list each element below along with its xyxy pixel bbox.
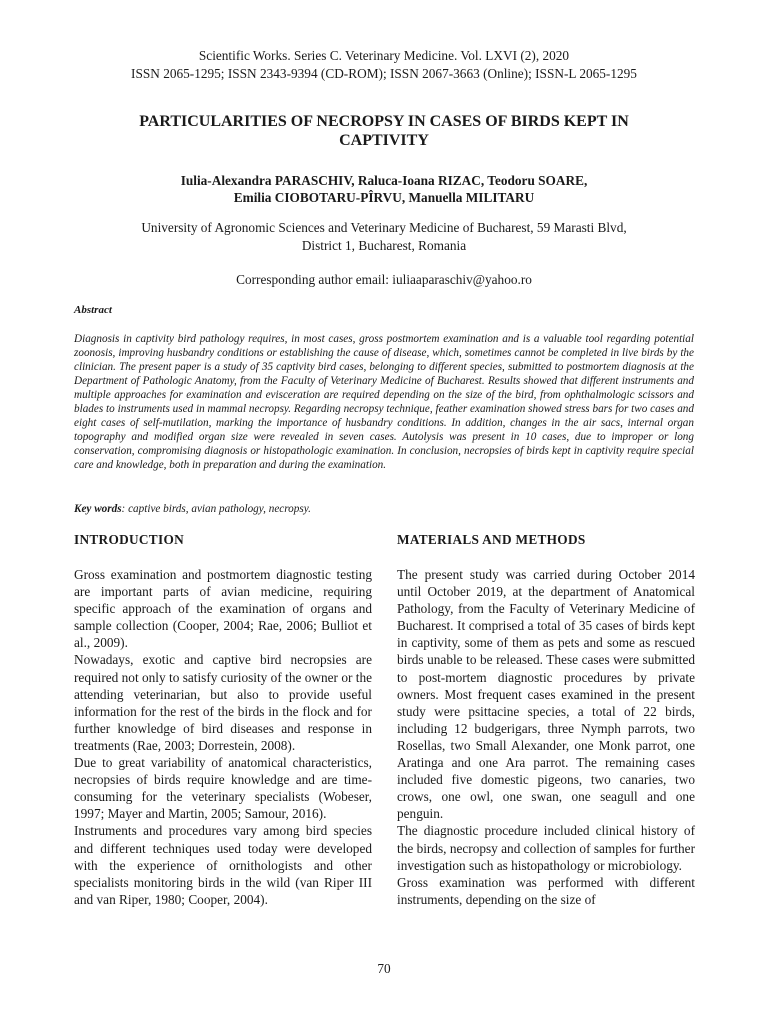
author-list [90,172,678,206]
paper-title [90,112,678,150]
affiliation [80,219,688,255]
introduction-heading: INTRODUCTION [74,532,184,547]
authors-line-2: Emilia CIOBOTARU-PÎRVU, Manuella MILITARU [233,190,535,205]
keywords [74,502,694,516]
methods-paragraph: Gross examination was performed with different instruments, depending on the size of [397,874,695,907]
methods-column [397,566,695,908]
journal-line: Scientific Works. Series C. Veterinary Medicine. Vol. LXVI (2), 2020 [198,48,570,63]
corresponding-email: Corresponding author email: iuliaaparaschiv@yahoo.ro [236,272,532,287]
keywords-text: : captive birds, avian pathology, necropsy. [121,503,311,515]
methods-heading: MATERIALS AND METHODS [397,532,586,547]
intro-paragraph: Nowadays, exotic and captive bird necropsies are required not only to satisfy curiosity of the owner or the attending veterinarian, but also to provide useful information for the rest of the birds in the flock and for further knowledge of bird diseases and response in treatments (Rae, 2003; Dorrestein, 2008). [74,652,372,753]
introduction-column [74,566,372,908]
authors-line-1: Iulia-Alexandra PARASCHIV, Raluca-Ioana RIZAC, Teodoru SOARE, [180,173,588,188]
abstract-text: Diagnosis in captivity bird pathology requires, in most cases, gross postmortem examination and is a valuable tool regarding potential zoonosis, improving husbandry conditions or establishing the cause of disease, which, sometimes cannot be completed in live birds by the clinician. The present paper is a study of 35 captivity bird cases, belonging to different species, submitted to postmortem diagnosis at the Department of Pathologic Anatomy, from the Faculty of Veterinary Medicine of Bucharest. Results showed that different instruments and multiple approaches for examination and evisceration are required depending on the size of the bird, from ophthalmologic scissors and blades to instruments used in mammal necropsy. Regarding necropsy technique, feather examination showed stress bars for two cases and eight cases of self-mutilation, marking the importance of husbandry conditions. In addition, changes in the air sacs, internal organ topography and modified organ size were revealed in seven cases. Autolysis was present in 10 cases, due to improper or long conservation, compromising diagnosis or histopathologic examination. In conclusion, necropsies of birds kept in captivity require special care and knowledge, both in preparation and during the examination. [74,333,694,471]
abstract-label: Abstract [74,304,112,316]
issn-line: ISSN 2065-1295; ISSN 2343-9394 (CD-ROM); ISSN 2067-3663 (Online); ISSN-L 2065-1295 [131,66,637,81]
title-line-1: PARTICULARITIES OF NECROPSY IN CASES OF BIRDS KEPT IN [139,113,629,130]
page-number: 70 [377,961,391,976]
affiliation-line-2: District 1, Bucharest, Romania [301,238,467,253]
intro-paragraph: Instruments and procedures vary among bird species and different techniques used today were developed with the experience of ornithologists and other specialists monitoring birds in the wild (van Riper III and van Riper, 1980; Cooper, 2004). [74,823,372,907]
affiliation-line-1: University of Agronomic Sciences and Veterinary Medicine of Bucharest, 59 Marasti Blvd, [141,220,627,235]
intro-paragraph: Due to great variability of anatomical characteristics, necropsies of birds require knowledge and are time-consuming for the veterinary specialists (Wobeser, 1997; Mayer and Martin, 2005; Samour, 2016). [74,755,372,822]
methods-paragraph: The diagnostic procedure included clinical history of the birds, necropsy and collection of samples for further investigation such as histopathology or microbiology. [397,823,695,873]
methods-paragraph: The present study was carried during October 2014 until October 2019, at the department of Anatomical Pathology, from the Faculty of Veterinary Medicine of Bucharest. It comprised a total of 35 cases of birds kept in captivity, some of them as pets and some as rescued birds unable to be released. These cases were submitted to post-mortem diagnostic procedures by private owners. Most frequent cases examined in the present study were psittacine species, a total of 22 birds, including 12 budgerigars, three Nymph parrots, two Rosellas, two Small Alexander, one Monk parrot, one Aratinga and one Ara parrot. The remaining cases included five domestic pigeons, two canaries, two crows, one owl, one swan, one seagull and one penguin. [397,567,695,822]
intro-paragraph: Gross examination and postmortem diagnostic testing are important parts of avian medicine, requiring specific approach of the examination of organs and sample collection (Cooper, 2004; Rae, 2006; Bulliot et al., 2009). [74,567,372,651]
title-line-2: CAPTIVITY [339,132,429,149]
keywords-label: Key words [74,503,122,515]
